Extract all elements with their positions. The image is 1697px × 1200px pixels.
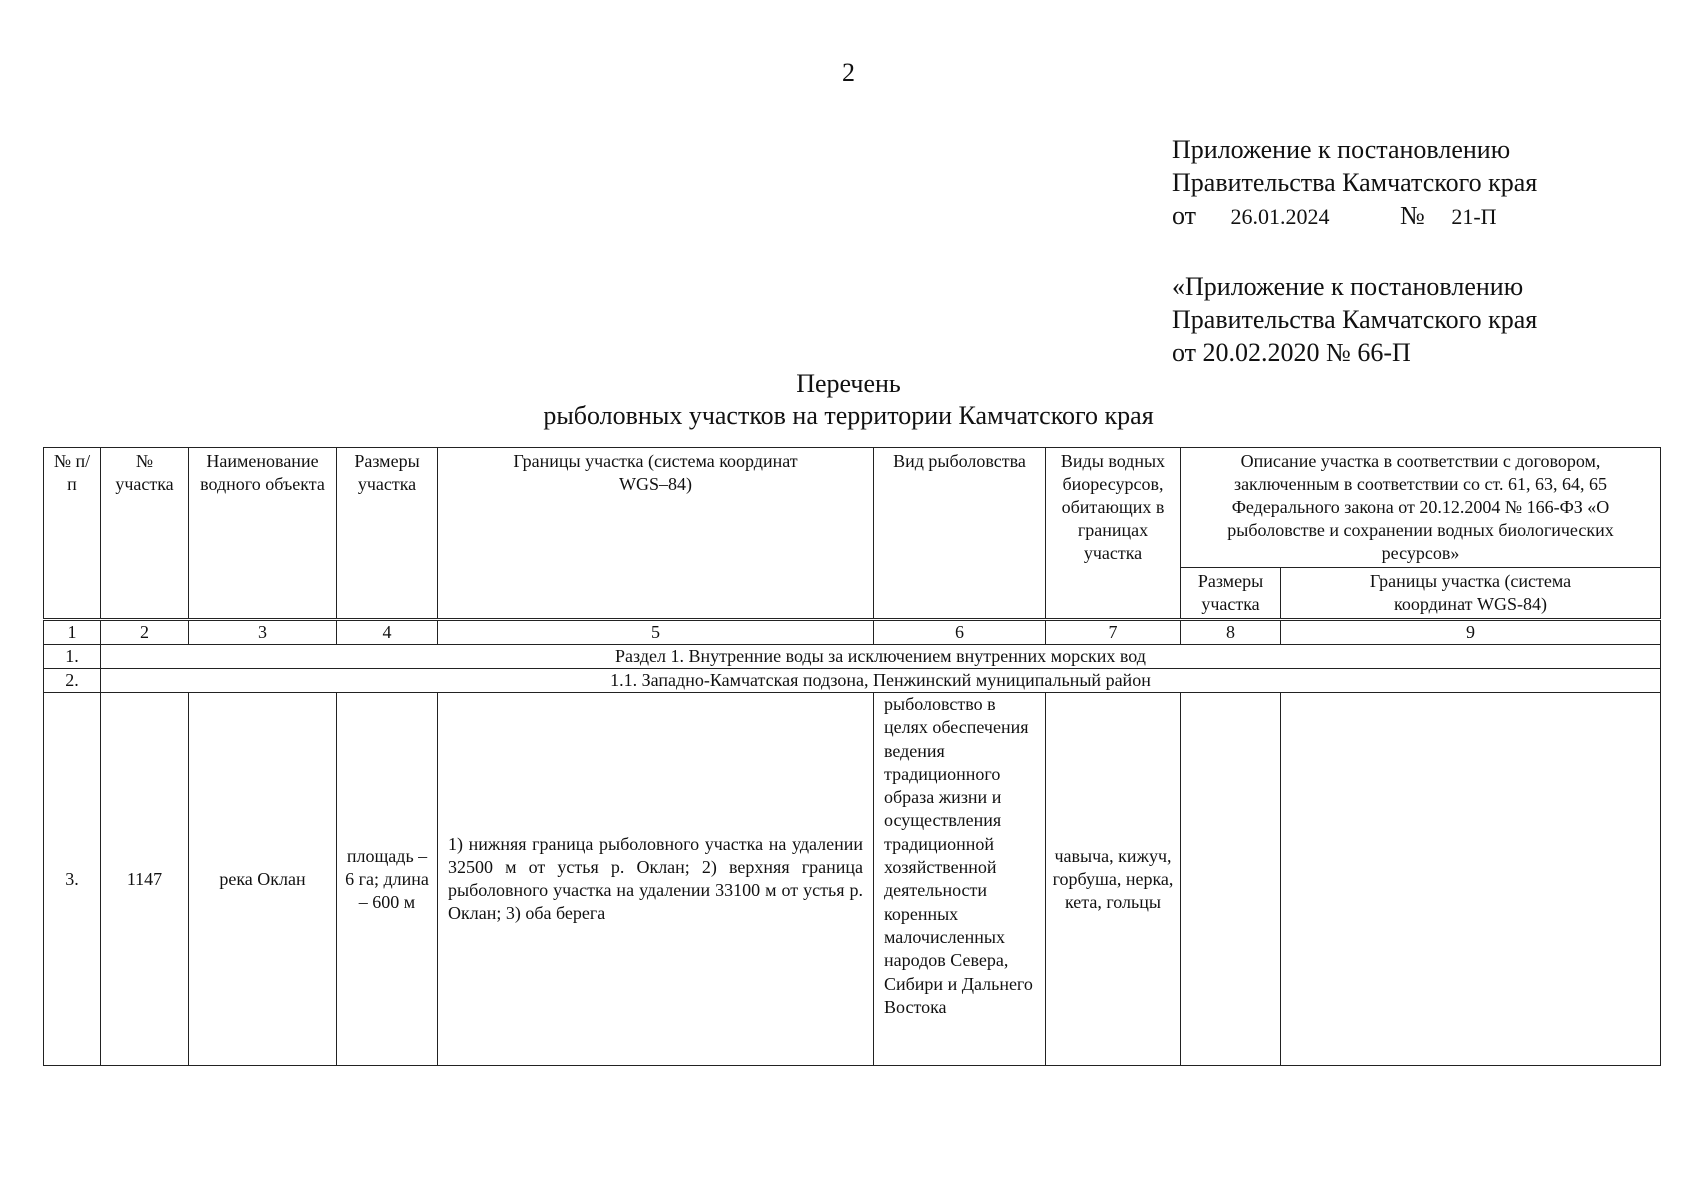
section-row	[44, 645, 1661, 669]
document-title	[0, 368, 1697, 432]
number-label: №	[1400, 201, 1425, 230]
appendix-date-line	[1172, 199, 1537, 233]
appendix-previous	[1172, 270, 1537, 369]
title-line-2: рыболовных участков на территории Камчатского края	[543, 401, 1154, 430]
column-number: 9	[1281, 621, 1661, 645]
header-col-8: Размеры участка	[1181, 568, 1281, 619]
header-col-2: № участка	[101, 448, 189, 619]
column-number: 3	[189, 621, 337, 645]
prev-appendix-line-1: «Приложение к постановлению	[1172, 272, 1524, 301]
title-line-1: Перечень	[796, 369, 901, 398]
subsection-row	[44, 669, 1661, 693]
section-row-number: 1.	[44, 645, 101, 669]
header-col-7: Виды водных биоресурсов, обитающих в границах участка	[1046, 448, 1181, 619]
table-body	[43, 620, 1661, 1066]
column-number: 1	[44, 621, 101, 645]
header-col-4: Размеры участка	[337, 448, 438, 619]
header-contract-group: Описание участка в соответствии с договором, заключенным в соответствии со ст. 61, 63, 64, 65 Федерального закона от 20.12.2004 № 166-ФЗ «О рыболовстве и сохранении водных биологических ресурсов»	[1181, 448, 1661, 568]
header-col-5: Границы участка (система координат WGS–84)	[438, 448, 874, 619]
header-col-6: Вид рыболовства	[874, 448, 1046, 619]
appendix-current	[1172, 133, 1537, 233]
header-col-1: № п/п	[44, 448, 101, 619]
row-number: 3.	[44, 693, 101, 1066]
contract-size	[1181, 693, 1281, 1066]
subsection-row-number: 2.	[44, 669, 101, 693]
decree-date: 26.01.2024	[1230, 204, 1330, 229]
table-header	[43, 447, 1661, 619]
decree-number: 21-П	[1451, 204, 1497, 229]
species: чавыча, кижуч, горбуша, нерка, кета, гольцы	[1046, 693, 1181, 1066]
plot-size: площадь – 6 га; длина – 600 м	[337, 693, 438, 1066]
prev-appendix-line-2: Правительства Камчатского края	[1172, 305, 1538, 334]
fishing-type: рыболовство в целях обеспечения ведения традиционного образа жизни и осуществления традиционной хозяйственной деятельности коренных малочисленных народов Севера, Сибири и Дальнего Востока	[874, 693, 1046, 1066]
column-number: 4	[337, 621, 438, 645]
column-number: 6	[874, 621, 1046, 645]
column-number-row	[44, 621, 1661, 645]
column-number: 8	[1181, 621, 1281, 645]
prev-appendix-line-3: от 20.02.2020 № 66-П	[1172, 338, 1411, 367]
appendix-line-2: Правительства Камчатского края	[1172, 168, 1538, 197]
page-number: 2	[842, 58, 855, 87]
column-number: 2	[101, 621, 189, 645]
appendix-line-1: Приложение к постановлению	[1172, 135, 1511, 164]
water-body: река Оклан	[189, 693, 337, 1066]
subsection-title: 1.1. Западно-Камчатская подзона, Пенжинский муниципальный район	[101, 669, 1661, 693]
plot-number: 1147	[101, 693, 189, 1066]
column-number: 7	[1046, 621, 1181, 645]
column-number: 5	[438, 621, 874, 645]
header-col-3: Наименование водного объекта	[189, 448, 337, 619]
section-title: Раздел 1. Внутренние воды за исключением внутренних морских вод	[101, 645, 1661, 669]
plot-borders: 1) нижняя граница рыболовного участка на удалении 32500 м от устья р. Оклан; 2) верхняя граница рыболовного участка на удалении 33100 м от устья р. Оклан; 3) оба берега	[438, 693, 874, 1066]
from-label: от	[1172, 201, 1197, 230]
header-col-9: Границы участка (система координат WGS-84)	[1281, 568, 1661, 619]
contract-borders	[1281, 693, 1661, 1066]
table-row	[44, 693, 1661, 1066]
